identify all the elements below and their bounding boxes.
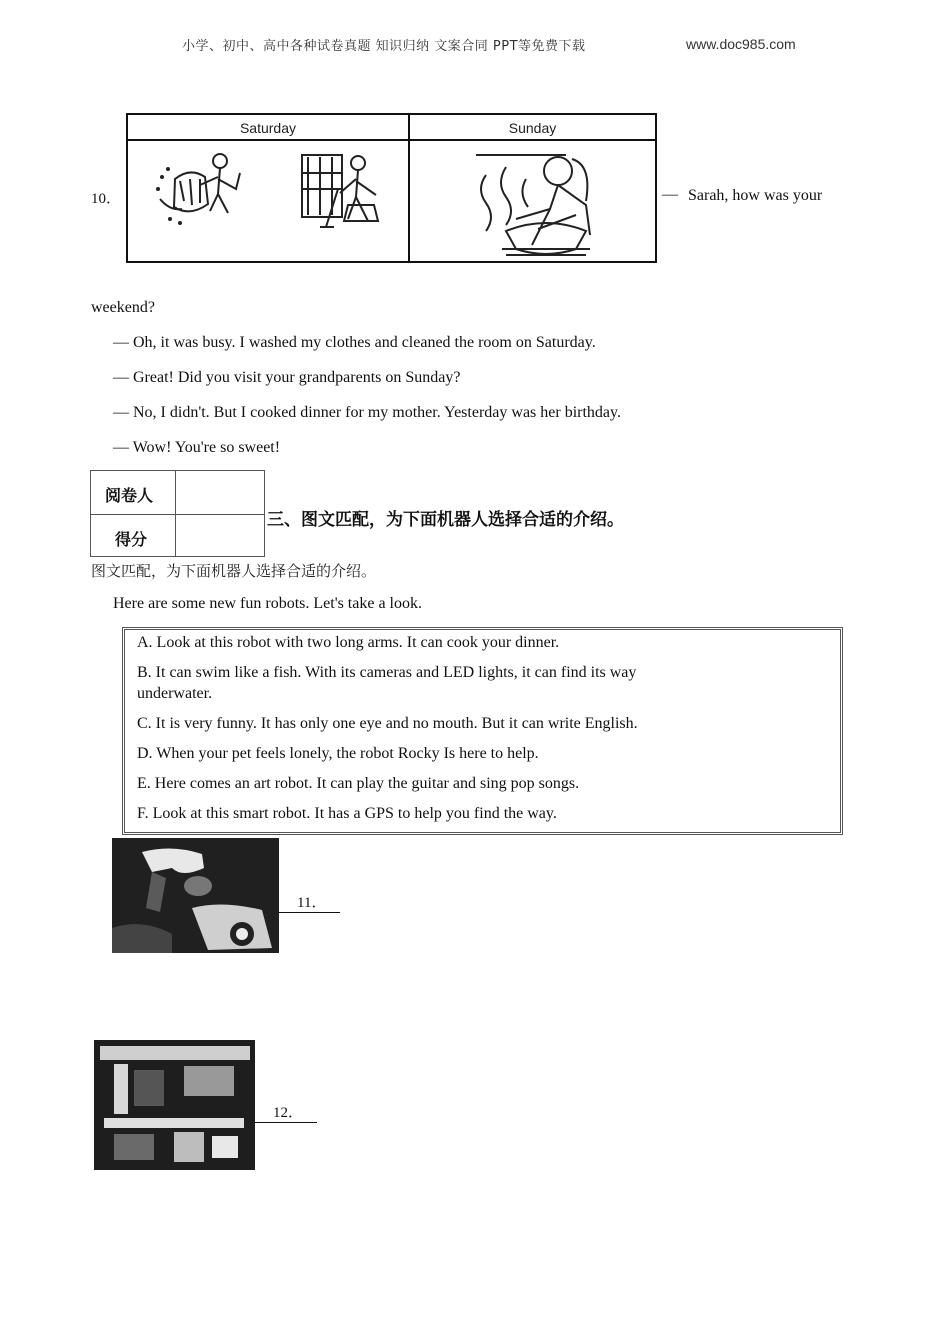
- header-banner-text: 小学、初中、高中各种试卷真题 知识归纳 文案合同 PPT等免费下载: [182, 39, 586, 54]
- score-label: 得分: [115, 530, 148, 549]
- cooking-dinner-illustration: [446, 145, 636, 259]
- section-subtitle: 图文匹配，为下面机器人选择合适的介绍。: [91, 562, 377, 580]
- options-box: [122, 627, 843, 835]
- option-b: B. It can swim like a fish. With its cameras and LED lights, it can find its way: [137, 664, 637, 681]
- washing-clothes-illustration: [150, 149, 250, 229]
- score-field[interactable]: [179, 518, 259, 554]
- robot-photo-11: [112, 838, 279, 953]
- dialog-prompt: Sarah, how was your: [688, 187, 823, 204]
- question-12-label: 12．: [255, 1101, 317, 1123]
- cleaning-room-illustration: [298, 149, 388, 235]
- option-c: C. It is very funny. It has only one eye and no mouth. But it can write English.: [137, 715, 638, 732]
- dialog-line: — Great! Did you visit your grandparents on Sunday?: [113, 369, 461, 386]
- option-a: A. Look at this robot with two long arms. It can cook your dinner.: [137, 634, 560, 651]
- answer-blank-11[interactable]: [279, 891, 340, 913]
- section-title: 三、图文匹配，为下面机器人选择合适的介绍。: [267, 510, 624, 530]
- option-f: F. Look at this smart robot. It has a GPS to help you find the way.: [137, 805, 557, 822]
- weekend-picture-table: [126, 113, 657, 263]
- table-divider: [408, 115, 410, 261]
- answer-blank-12[interactable]: [255, 1101, 317, 1123]
- saturday-header: Saturday: [128, 115, 408, 141]
- dialog-line: — Wow! You're so sweet!: [113, 439, 281, 456]
- prompt-dash: —: [662, 186, 678, 203]
- section-intro: Here are some new fun robots. Let's take a look.: [113, 595, 422, 612]
- reviewer-field[interactable]: [179, 475, 259, 511]
- option-e: E. Here comes an art robot. It can play the guitar and sing pop songs.: [137, 775, 580, 792]
- reviewer-label: 阅卷人: [105, 486, 154, 505]
- question-number: 10．: [91, 191, 122, 207]
- robot-photo-12: [94, 1040, 255, 1170]
- sunday-header: Sunday: [410, 115, 655, 141]
- question-11-label: 11．: [279, 891, 340, 913]
- dialog-line: — No, I didn't. But I cooked dinner for my mother. Yesterday was her birthday.: [113, 404, 621, 421]
- dialog-prompt-continued: weekend?: [91, 299, 155, 316]
- option-b-continued: underwater.: [137, 685, 213, 702]
- score-box: [90, 470, 265, 557]
- option-d: D. When your pet feels lonely, the robot Rocky Is here to help.: [137, 745, 539, 762]
- dialog-line: — Oh, it was busy. I washed my clothes and cleaned the room on Saturday.: [113, 334, 596, 351]
- header-url[interactable]: www.doc985.com: [686, 36, 796, 52]
